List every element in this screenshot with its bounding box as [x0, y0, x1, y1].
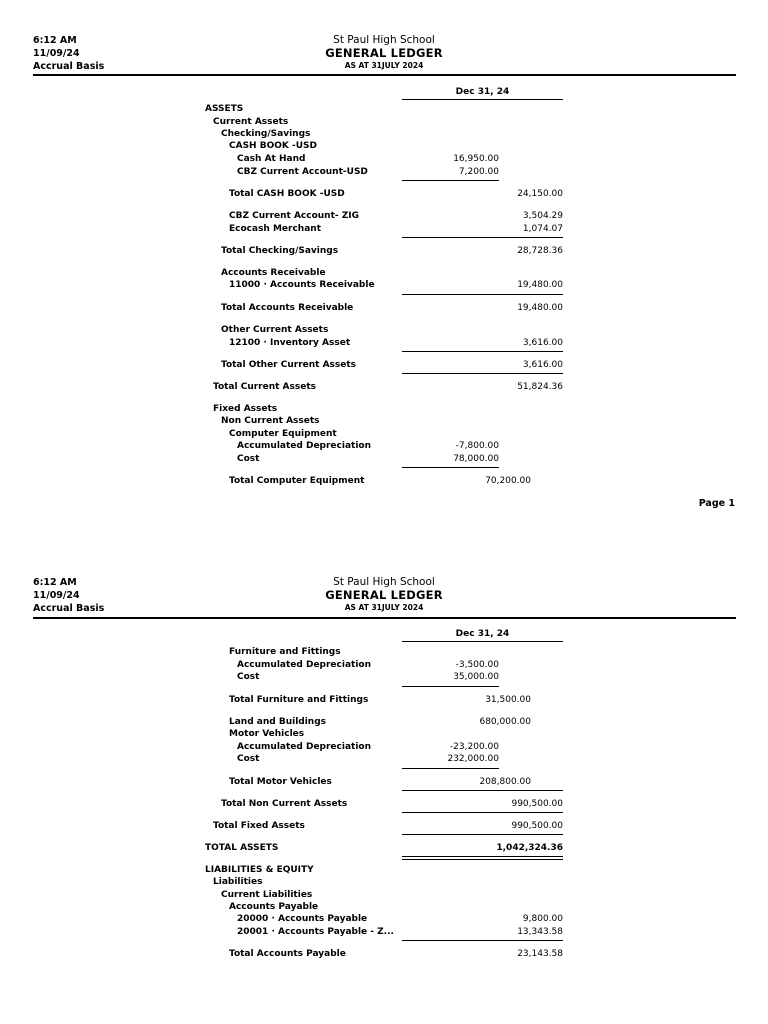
report-meta: [33, 576, 104, 615]
row-value: 9,800.00: [522, 914, 563, 924]
report-heading: [234, 576, 534, 613]
row-label: Other Current Assets: [221, 325, 329, 335]
row-label: Liabilities: [213, 877, 263, 887]
row-label: Current Assets: [213, 117, 289, 127]
row-label: Non Current Assets: [221, 416, 320, 426]
row-value: 3,504.29: [522, 211, 563, 221]
report-heading: [234, 34, 534, 71]
row-label: Accumulated Depreciation: [237, 441, 371, 451]
row-label: Cost: [237, 672, 260, 682]
subtotal-rule: [402, 373, 563, 374]
row-label: 11000 · Accounts Receivable: [229, 280, 375, 290]
row-label: Current Liabilities: [221, 890, 313, 900]
row-label: CASH BOOK -USD: [229, 141, 317, 151]
row-label: Cash At Hand: [237, 154, 306, 164]
row-value: 31,500.00: [485, 695, 531, 705]
report-title: GENERAL LEDGER: [325, 588, 443, 602]
row-label: Accumulated Depreciation: [237, 660, 371, 670]
row-label: Total Computer Equipment: [229, 476, 365, 486]
subtotal-rule: [402, 834, 563, 835]
row-value: 990,500.00: [511, 821, 563, 831]
subtotal-rule: [402, 940, 563, 941]
row-value: 28,728.36: [517, 246, 563, 256]
row-label: Accumulated Depreciation: [237, 742, 371, 752]
row-label: Accounts Receivable: [221, 268, 326, 278]
column-header: Dec 31, 24: [402, 629, 563, 642]
report-date: 11/09/24: [33, 48, 80, 59]
row-label: LIABILITIES & EQUITY: [205, 865, 314, 875]
grand-total-double-rule: [402, 856, 563, 860]
report-date: 11/09/24: [33, 590, 80, 601]
row-label: Total Motor Vehicles: [229, 777, 332, 787]
subtotal-rule: [402, 180, 499, 181]
header-rule: [33, 74, 736, 76]
row-label: Ecocash Merchant: [229, 224, 321, 234]
row-value: 7,200.00: [458, 167, 499, 177]
row-label: Cost: [237, 454, 260, 464]
subtotal-rule: [402, 294, 563, 295]
report-meta: [33, 34, 104, 73]
row-value: 24,150.00: [517, 189, 563, 199]
row-value: 3,616.00: [522, 338, 563, 348]
row-value: 13,343.58: [517, 927, 563, 937]
row-label: CBZ Current Account- ZIG: [229, 211, 360, 221]
report-time: 6:12 AM: [33, 35, 77, 46]
row-label: Checking/Savings: [221, 129, 311, 139]
row-value: 78,000.00: [453, 454, 499, 464]
row-label: Total Non Current Assets: [221, 799, 348, 809]
row-value: 680,000.00: [479, 717, 531, 727]
subtotal-rule: [402, 686, 499, 687]
row-value: 16,950.00: [453, 154, 499, 164]
subtotal-rule: [402, 351, 563, 352]
row-value: 990,500.00: [511, 799, 563, 809]
column-header: Dec 31, 24: [402, 87, 563, 100]
row-value: -23,200.00: [449, 742, 499, 752]
school-name: St Paul High School: [333, 34, 435, 46]
report-time: 6:12 AM: [33, 577, 77, 588]
row-value: -7,800.00: [455, 441, 499, 451]
report-basis: Accrual Basis: [33, 603, 105, 614]
row-label: Total Other Current Assets: [221, 360, 357, 370]
page-number: Page 1: [698, 498, 735, 509]
row-value: 70,200.00: [485, 476, 531, 486]
row-value: -3,500.00: [455, 660, 499, 670]
row-label: Total Accounts Payable: [229, 949, 346, 959]
row-label: Furniture and Fittings: [229, 647, 341, 657]
row-label: Total Checking/Savings: [221, 246, 339, 256]
row-label: Total Accounts Receivable: [221, 303, 354, 313]
row-label: Land and Buildings: [229, 717, 327, 727]
school-name: St Paul High School: [333, 576, 435, 588]
row-label: Computer Equipment: [229, 429, 337, 439]
row-label: Accounts Payable: [229, 902, 319, 912]
row-label: 20001 · Accounts Payable - Z...: [237, 927, 394, 937]
row-label: Total Fixed Assets: [213, 821, 305, 831]
report-as-at: AS AT 31JULY 2024: [344, 603, 424, 612]
row-value: 23,143.58: [517, 949, 563, 959]
row-label: Fixed Assets: [213, 404, 278, 414]
row-value: 51,824.36: [517, 382, 563, 392]
row-label: ASSETS: [205, 104, 244, 114]
row-value: 1,074.07: [522, 224, 563, 234]
row-label: Total Current Assets: [213, 382, 316, 392]
header-rule: [33, 617, 736, 619]
row-label: CBZ Current Account-USD: [237, 167, 368, 177]
report-basis: Accrual Basis: [33, 61, 105, 72]
row-label: Total CASH BOOK -USD: [229, 189, 345, 199]
row-value: 208,800.00: [479, 777, 531, 787]
row-value: 19,480.00: [517, 280, 563, 290]
row-value: 35,000.00: [453, 672, 499, 682]
subtotal-rule: [402, 467, 499, 468]
row-label: 20000 · Accounts Payable: [237, 914, 368, 924]
subtotal-rule: [402, 237, 563, 238]
row-value: 1,042,324.36: [496, 843, 563, 853]
subtotal-rule: [402, 768, 499, 769]
row-label: TOTAL ASSETS: [205, 843, 279, 853]
row-value: 19,480.00: [517, 303, 563, 313]
row-value: 232,000.00: [447, 754, 499, 764]
report-title: GENERAL LEDGER: [325, 46, 443, 60]
subtotal-rule: [402, 790, 563, 791]
row-label: Motor Vehicles: [229, 729, 305, 739]
report-as-at: AS AT 31JULY 2024: [344, 61, 424, 70]
row-label: Cost: [237, 754, 260, 764]
subtotal-rule: [402, 812, 563, 813]
row-label: 12100 · Inventory Asset: [229, 338, 351, 348]
row-value: 3,616.00: [522, 360, 563, 370]
row-label: Total Furniture and Fittings: [229, 695, 369, 705]
